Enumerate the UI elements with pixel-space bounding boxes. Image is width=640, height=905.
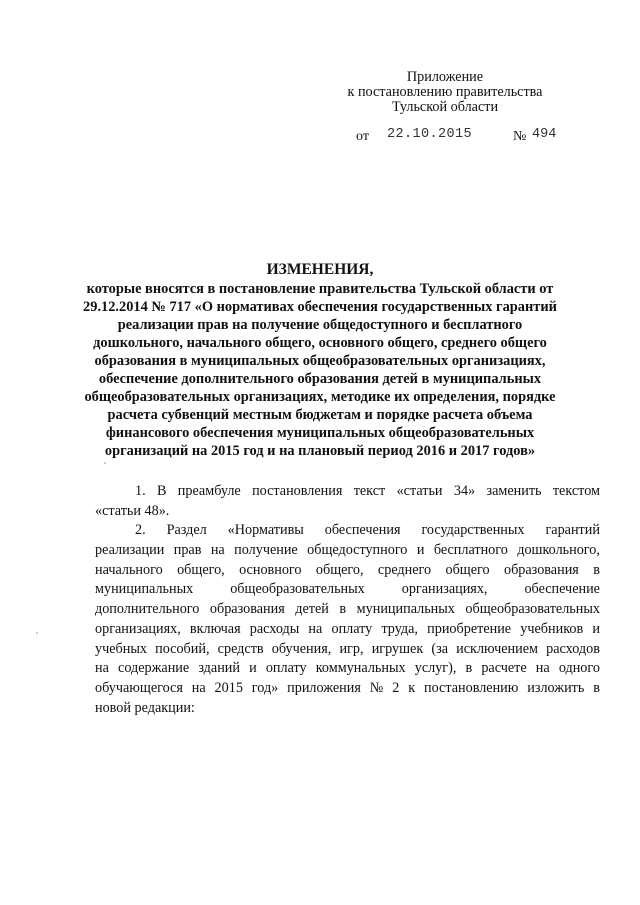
decree-from-label: от xyxy=(356,129,369,144)
body-word: и xyxy=(592,620,600,637)
body-word: 34» xyxy=(453,483,476,499)
body-word: заменить xyxy=(486,483,542,499)
body-word: получение xyxy=(234,542,298,559)
body-word: в xyxy=(465,660,473,677)
body-word: текст xyxy=(353,483,386,499)
body-word: на xyxy=(210,542,225,559)
body-word: обеспечения xyxy=(324,522,401,539)
title-line: реализации прав на получение общедоступного и бесплатного xyxy=(117,317,523,333)
decree-number: 494 xyxy=(532,127,557,142)
body-line xyxy=(95,679,600,699)
body-word: № xyxy=(369,679,384,696)
body-word: прав xyxy=(173,542,202,559)
title-line: организаций на 2015 год и на плановый период 2016 и 2017 годов» xyxy=(104,443,536,459)
body-word: в xyxy=(593,679,600,696)
body-word: организациях, xyxy=(95,620,181,637)
body-word: учебников xyxy=(520,620,584,637)
body-word: дополнительного xyxy=(95,601,200,618)
body-line xyxy=(95,600,600,620)
body-word: включая xyxy=(189,620,241,637)
body-word: 1. xyxy=(135,483,146,499)
body-word: труда, xyxy=(381,620,418,637)
body-word: к xyxy=(408,679,416,696)
body-word: игрушек xyxy=(371,640,424,657)
body-line xyxy=(95,640,600,660)
body-word: средств xyxy=(217,640,264,657)
body-word: оплату xyxy=(331,620,373,637)
body-word: текстом xyxy=(552,483,600,499)
body-line: «статьи 48». xyxy=(95,502,170,519)
body-word: изложить xyxy=(527,679,585,696)
body-word: в xyxy=(339,601,347,618)
body-word: услуг), xyxy=(414,660,457,677)
body-word: обеспечение xyxy=(524,581,600,598)
body-word: муниципальных xyxy=(95,581,194,598)
body-line xyxy=(95,482,600,502)
document-body xyxy=(95,482,600,718)
body-word: обучающегося xyxy=(95,679,183,696)
scan-speck xyxy=(36,632,38,634)
body-word: игр, xyxy=(339,640,364,657)
body-word: реализации xyxy=(95,542,165,559)
body-word: одного xyxy=(558,660,600,677)
body-line xyxy=(95,561,600,581)
title-heading: ИЗМЕНЕНИЯ, xyxy=(266,261,374,278)
body-word: преамбуле xyxy=(177,483,241,499)
body-word: на xyxy=(535,660,550,677)
title-line: расчета субвенций местным бюджетам и порядке расчета объема xyxy=(107,407,533,423)
body-word: В xyxy=(156,483,167,499)
title-line: общеобразовательных организациях, методике их определения, порядке xyxy=(84,389,556,405)
body-line xyxy=(95,620,600,640)
appendix-reference: к постановлению правительства xyxy=(347,84,543,100)
body-word: приобретение xyxy=(427,620,512,637)
body-word: общего xyxy=(445,561,490,578)
body-word: расчете xyxy=(481,660,527,677)
body-word: в xyxy=(593,561,600,578)
body-word: образования xyxy=(503,561,579,578)
body-word: муниципальных xyxy=(356,601,455,618)
body-word: Раздел xyxy=(166,522,207,539)
body-word: постановлению xyxy=(424,679,519,696)
body-word: общеобразовательных xyxy=(230,581,365,598)
body-word: коммунальных xyxy=(315,660,406,677)
title-line: дошкольного, начального общего, основного общего, среднего общего xyxy=(93,335,547,351)
body-word: обучения, xyxy=(271,640,332,657)
body-word: и xyxy=(249,660,257,677)
body-word: общеобразовательных xyxy=(465,601,600,618)
appendix-label: Приложение xyxy=(406,69,484,85)
body-word: общего, xyxy=(177,561,225,578)
body-word: организациях, xyxy=(401,581,488,598)
appendix-region: Тульской области xyxy=(391,99,499,115)
body-word: (за xyxy=(431,640,449,657)
title-line: которые вносятся в постановление правительства Тульской области от xyxy=(86,281,554,297)
title-line: финансового обеспечения муниципальных общеобразовательных xyxy=(105,425,535,441)
body-word: 2 xyxy=(392,679,400,696)
body-word: дошкольного, xyxy=(517,542,600,559)
body-word: общедоступного xyxy=(307,542,408,559)
body-word: среднего xyxy=(377,561,432,578)
body-word: государственных xyxy=(421,522,525,539)
body-word: оплату xyxy=(265,660,307,677)
body-word: учебных xyxy=(95,640,147,657)
body-word: «Нормативы xyxy=(227,522,304,539)
body-word: исключением xyxy=(456,640,538,657)
scan-speck xyxy=(104,462,106,464)
appendix-header xyxy=(330,70,560,115)
body-word: «статьи xyxy=(396,483,443,499)
body-word: содержание xyxy=(118,660,190,677)
body-word: на xyxy=(308,620,323,637)
decree-date: 22.10.2015 xyxy=(387,127,473,142)
body-word: образования xyxy=(209,601,285,618)
body-word: на xyxy=(191,679,206,696)
body-word: детей xyxy=(295,601,329,618)
body-word: на xyxy=(95,660,109,677)
body-word: общего, xyxy=(315,561,364,578)
document-title xyxy=(60,261,580,460)
body-line: новой редакции: xyxy=(95,699,195,716)
decree-number-label: № xyxy=(513,129,527,144)
title-line: образования в муниципальных общеобразовательных организациях, xyxy=(94,353,546,369)
body-line xyxy=(95,521,600,541)
body-word: расходы xyxy=(249,620,300,637)
body-word: гарантий xyxy=(545,522,600,539)
decree-date-number xyxy=(356,127,576,147)
body-word: год» xyxy=(251,679,279,696)
body-word: расходов xyxy=(546,640,600,657)
body-line xyxy=(95,659,600,679)
title-line: обеспечение дополнительного образования детей в муниципальных xyxy=(98,371,542,387)
body-line xyxy=(95,541,600,561)
body-word: основного xyxy=(239,561,302,578)
body-word: постановления xyxy=(252,483,343,499)
title-line: 29.12.2014 № 717 «О нормативах обеспечения государственных гарантий xyxy=(83,299,557,315)
body-word: приложения xyxy=(287,679,361,696)
body-word: зданий xyxy=(198,660,240,677)
body-word: 2015 xyxy=(214,679,243,696)
body-word: пособий, xyxy=(155,640,210,657)
body-word: 2. xyxy=(135,522,146,539)
body-word: и xyxy=(416,542,425,559)
body-line xyxy=(95,580,600,600)
body-word: бесплатного xyxy=(433,542,508,559)
body-word: начального xyxy=(95,561,163,578)
